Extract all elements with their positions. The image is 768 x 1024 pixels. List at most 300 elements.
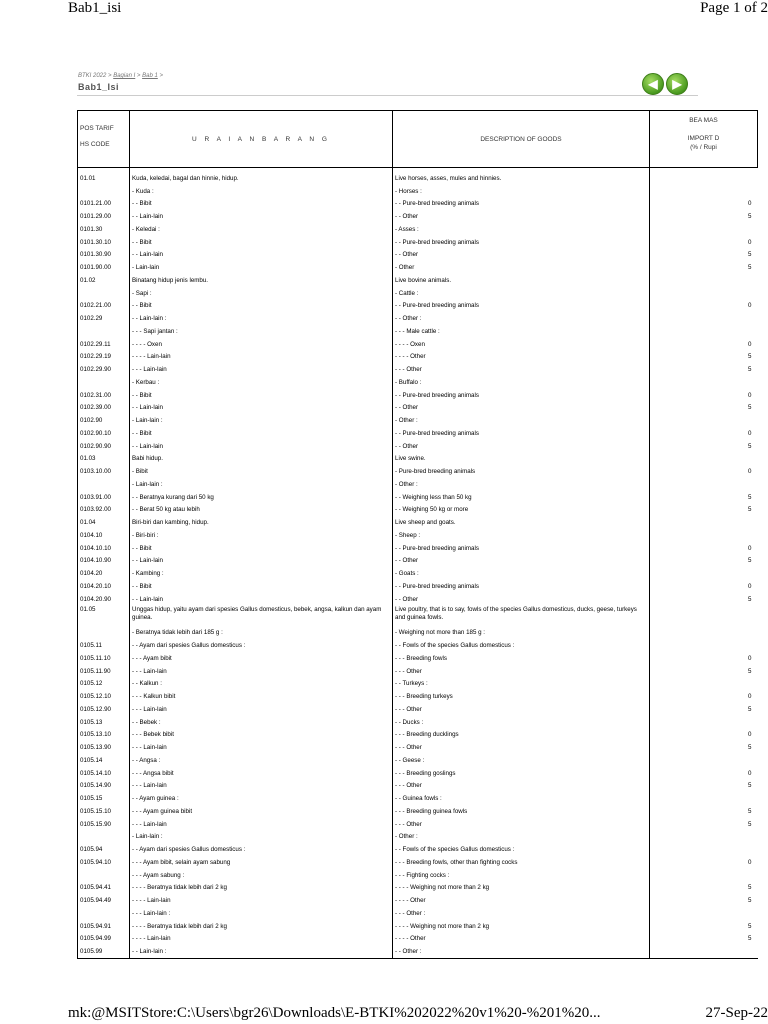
header-bea-label: BEA MAS xyxy=(689,117,718,124)
next-page-button[interactable] xyxy=(666,73,688,95)
table-row xyxy=(78,478,758,491)
hs-code-cell xyxy=(78,869,130,882)
duty-rate-cell xyxy=(650,907,758,920)
hs-code-cell xyxy=(78,478,130,491)
hs-code-cell: 0101.29.00 xyxy=(78,210,130,223)
table-row xyxy=(78,780,758,793)
table-row xyxy=(78,627,758,640)
table-row xyxy=(78,555,758,568)
duty-rate-cell xyxy=(650,478,758,491)
duty-rate-cell xyxy=(650,453,758,466)
duty-rate-cell: 5 xyxy=(650,402,758,415)
table-row xyxy=(78,363,758,376)
uraian-cell: - - Berat 50 kg atau lebih xyxy=(130,504,393,517)
print-header-title: Bab1_isi xyxy=(68,0,122,16)
uraian-cell: - - Kalkun : xyxy=(130,678,393,691)
duty-rate-cell xyxy=(650,223,758,236)
uraian-cell: - - Ayam guinea : xyxy=(130,792,393,805)
duty-rate-cell xyxy=(650,567,758,580)
description-cell: - Asses : xyxy=(393,223,650,236)
table-row xyxy=(78,856,758,869)
description-cell: - Sheep : xyxy=(393,529,650,542)
uraian-cell: - - Angsa : xyxy=(130,754,393,767)
description-cell: - - - Other xyxy=(393,363,650,376)
hs-code-cell: 01.04 xyxy=(78,516,130,529)
uraian-cell: - - - Lain-lain xyxy=(130,780,393,793)
duty-rate-cell: 5 xyxy=(650,491,758,504)
table-row xyxy=(78,665,758,678)
table-row xyxy=(78,168,758,185)
header-description-of-goods: DESCRIPTION OF GOODS xyxy=(393,111,650,168)
uraian-cell: - Lain-lain : xyxy=(130,831,393,844)
table-row xyxy=(78,529,758,542)
description-cell: - - Other xyxy=(393,555,650,568)
uraian-cell: - - - Angsa bibit xyxy=(130,767,393,780)
hs-code-cell: 0102.31.00 xyxy=(78,389,130,402)
uraian-cell: - - - Lain-lain xyxy=(130,818,393,831)
hs-code-cell: 0105.13 xyxy=(78,716,130,729)
table-body xyxy=(78,168,758,959)
hs-code-cell: 0105.12.10 xyxy=(78,690,130,703)
duty-rate-cell: 0 xyxy=(650,198,758,211)
duty-rate-cell: 5 xyxy=(650,780,758,793)
breadcrumb-root: BTKI 2022 xyxy=(78,73,107,79)
previous-page-button[interactable] xyxy=(642,73,664,95)
description-cell: - - Pure-bred breeding animals xyxy=(393,580,650,593)
table-row xyxy=(78,427,758,440)
hs-code-cell xyxy=(78,325,130,338)
description-cell: - Other : xyxy=(393,478,650,491)
table-row xyxy=(78,351,758,364)
description-cell: - - - Breeding goslings xyxy=(393,767,650,780)
duty-rate-cell xyxy=(650,325,758,338)
hs-code-cell: 0102.21.00 xyxy=(78,300,130,313)
hs-code-cell: 0102.90.90 xyxy=(78,440,130,453)
description-cell: - - Other xyxy=(393,210,650,223)
description-cell: - - - Other xyxy=(393,665,650,678)
table-row xyxy=(78,678,758,691)
description-cell: - - - Other xyxy=(393,780,650,793)
hs-code-cell: 0102.29 xyxy=(78,312,130,325)
duty-rate-cell: 0 xyxy=(650,580,758,593)
description-cell: Live poultry, that is to say, fowls of the species Gallus domesticus, ducks, geese, turkeys and guinea fowls. xyxy=(393,606,650,627)
header-hs-code-label: HS CODE xyxy=(80,141,110,148)
hs-code-cell: 0102.90 xyxy=(78,414,130,427)
hs-code-cell: 0102.29.90 xyxy=(78,363,130,376)
uraian-cell: - Beratnya tidak lebih dari 185 g : xyxy=(130,627,393,640)
duty-rate-cell: 0 xyxy=(650,856,758,869)
uraian-cell: - - - Lain-lain xyxy=(130,703,393,716)
description-cell: - - - - Weighing not more than 2 kg xyxy=(393,920,650,933)
description-cell: - - Fowls of the species Gallus domesticus : xyxy=(393,843,650,856)
duty-rate-cell: 5 xyxy=(650,920,758,933)
duty-rate-cell xyxy=(650,168,758,185)
table-row xyxy=(78,767,758,780)
duty-rate-cell: 0 xyxy=(650,690,758,703)
table-row xyxy=(78,185,758,198)
table-row xyxy=(78,376,758,389)
description-cell: - - Pure-bred breeding animals xyxy=(393,542,650,555)
uraian-cell: - - Bibit xyxy=(130,580,393,593)
uraian-cell: - - - Lain-lain xyxy=(130,741,393,754)
header-unit-label: (% / Rupi xyxy=(690,144,717,151)
hs-code-cell: 0105.12.90 xyxy=(78,703,130,716)
description-cell: - - Pure-bred breeding animals xyxy=(393,300,650,313)
description-cell: - - - - Oxen xyxy=(393,338,650,351)
table-row xyxy=(78,261,758,274)
duty-rate-cell xyxy=(650,376,758,389)
duty-rate-cell: 0 xyxy=(650,542,758,555)
uraian-cell: Kuda, keledai, bagal dan hinnie, hidup. xyxy=(130,168,393,185)
table-row xyxy=(78,465,758,478)
hs-code-cell: 0105.11 xyxy=(78,639,130,652)
tariff-table xyxy=(77,110,758,959)
duty-rate-cell: 5 xyxy=(650,703,758,716)
duty-rate-cell: 0 xyxy=(650,389,758,402)
duty-rate-cell xyxy=(650,274,758,287)
description-cell: - - Pure-bred breeding animals xyxy=(393,236,650,249)
uraian-cell: - - Lain-lain xyxy=(130,249,393,262)
hs-code-cell: 01.05 xyxy=(78,606,130,627)
description-cell: - Pure-bred breeding animals xyxy=(393,465,650,478)
duty-rate-cell xyxy=(650,414,758,427)
description-cell: - - - Other xyxy=(393,741,650,754)
hs-code-cell: 0101.21.00 xyxy=(78,198,130,211)
uraian-cell: - - Bibit xyxy=(130,300,393,313)
description-cell: - - - Male cattle : xyxy=(393,325,650,338)
uraian-cell: Babi hidup. xyxy=(130,453,393,466)
uraian-cell: - - - - Lain-lain xyxy=(130,894,393,907)
uraian-cell: - Kuda : xyxy=(130,185,393,198)
hs-code-cell: 0105.11.90 xyxy=(78,665,130,678)
uraian-cell: - - - - Beratnya tidak lebih dari 2 kg xyxy=(130,920,393,933)
description-cell: Live horses, asses, mules and hinnies. xyxy=(393,168,650,185)
duty-rate-cell: 0 xyxy=(650,465,758,478)
duty-rate-cell: 5 xyxy=(650,210,758,223)
print-header-page: Page 1 of 2 xyxy=(700,0,768,16)
duty-rate-cell: 0 xyxy=(650,236,758,249)
uraian-cell: - - Lain-lain xyxy=(130,440,393,453)
table-row xyxy=(78,516,758,529)
hs-code-cell: 0105.15 xyxy=(78,792,130,805)
duty-rate-cell: 5 xyxy=(650,593,758,606)
hs-code-cell xyxy=(78,907,130,920)
description-cell: - Goats : xyxy=(393,567,650,580)
duty-rate-cell: 5 xyxy=(650,504,758,517)
description-cell: - Weighing not more than 185 g : xyxy=(393,627,650,640)
header-uraian-barang: U R A I A N B A R A N G xyxy=(130,111,393,168)
table-row xyxy=(78,639,758,652)
hs-code-cell: 0102.90.10 xyxy=(78,427,130,440)
duty-rate-cell: 5 xyxy=(650,351,758,364)
duty-rate-cell xyxy=(650,716,758,729)
description-cell: - - Guinea fowls : xyxy=(393,792,650,805)
hs-code-cell: 0105.94 xyxy=(78,843,130,856)
uraian-cell: - Keledai : xyxy=(130,223,393,236)
hs-code-cell: 0101.30 xyxy=(78,223,130,236)
uraian-cell: - - Lain-lain : xyxy=(130,945,393,958)
duty-rate-cell xyxy=(650,516,758,529)
duty-rate-cell xyxy=(650,754,758,767)
arrow-right-icon: ▶ xyxy=(672,77,682,91)
table-row xyxy=(78,882,758,895)
table-row xyxy=(78,843,758,856)
duty-rate-cell xyxy=(650,792,758,805)
uraian-cell: - - - Bebek bibit xyxy=(130,729,393,742)
breadcrumb-link-bab[interactable]: Bab 1 xyxy=(142,73,158,79)
hs-code-cell: 0105.15.90 xyxy=(78,818,130,831)
table-row xyxy=(78,223,758,236)
duty-rate-cell xyxy=(650,627,758,640)
hs-code-cell: 0105.14.10 xyxy=(78,767,130,780)
description-cell: - - - - Other xyxy=(393,933,650,946)
duty-rate-cell xyxy=(650,945,758,958)
hs-code-cell: 0105.14 xyxy=(78,754,130,767)
duty-rate-cell: 5 xyxy=(650,933,758,946)
description-cell: - - - Breeding fowls, other than fighting cocks xyxy=(393,856,650,869)
header-import-duty-label: IMPORT D xyxy=(687,135,720,142)
duty-rate-cell xyxy=(650,185,758,198)
hs-code-cell: 01.03 xyxy=(78,453,130,466)
table-row xyxy=(78,567,758,580)
uraian-cell: - - Bebek : xyxy=(130,716,393,729)
hs-code-cell xyxy=(78,376,130,389)
description-cell: - - Pure-bred breeding animals xyxy=(393,389,650,402)
hs-code-cell: 0105.94.91 xyxy=(78,920,130,933)
description-cell: - - Other xyxy=(393,249,650,262)
hs-code-cell: 0105.94.10 xyxy=(78,856,130,869)
hs-code-cell: 0103.91.00 xyxy=(78,491,130,504)
duty-rate-cell xyxy=(650,312,758,325)
description-cell: - - - Breeding guinea fowls xyxy=(393,805,650,818)
uraian-cell: - - Bibit xyxy=(130,198,393,211)
description-cell: - - Ducks : xyxy=(393,716,650,729)
hs-code-cell: 0105.99 xyxy=(78,945,130,958)
duty-rate-cell: 0 xyxy=(650,338,758,351)
uraian-cell: - - - - Oxen xyxy=(130,338,393,351)
uraian-cell: - Lain-lain : xyxy=(130,414,393,427)
description-cell: - Buffalo : xyxy=(393,376,650,389)
uraian-cell: - - - Ayam bibit, selain ayam sabung xyxy=(130,856,393,869)
title-divider xyxy=(77,95,698,96)
duty-rate-cell xyxy=(650,639,758,652)
duty-rate-cell: 5 xyxy=(650,261,758,274)
header-pos-tarif xyxy=(78,111,130,168)
description-cell: - - - Fighting cocks : xyxy=(393,869,650,882)
uraian-cell: - - - Lain-lain xyxy=(130,363,393,376)
hs-code-cell: 0105.94.41 xyxy=(78,882,130,895)
duty-rate-cell xyxy=(650,287,758,300)
hs-code-cell: 01.01 xyxy=(78,168,130,185)
description-cell: - - - - Other xyxy=(393,894,650,907)
table-row xyxy=(78,338,758,351)
print-footer-date: 27-Sep-22 xyxy=(705,1005,768,1021)
duty-rate-cell: 0 xyxy=(650,427,758,440)
table-row xyxy=(78,945,758,958)
hs-code-cell: 0104.20.10 xyxy=(78,580,130,593)
header-bea-masuk xyxy=(650,111,758,168)
page-title: Bab1_Isi xyxy=(78,82,120,92)
table-row xyxy=(78,703,758,716)
table-row xyxy=(78,792,758,805)
uraian-cell: - - - Ayam guinea bibit xyxy=(130,805,393,818)
description-cell: - - Other xyxy=(393,440,650,453)
hs-code-cell: 0105.15.10 xyxy=(78,805,130,818)
uraian-cell: - - Ayam dari spesies Gallus domesticus : xyxy=(130,639,393,652)
hs-code-cell: 0104.20.90 xyxy=(78,593,130,606)
duty-rate-cell xyxy=(650,869,758,882)
hs-code-cell: 0105.11.10 xyxy=(78,652,130,665)
table-row xyxy=(78,236,758,249)
table-row xyxy=(78,287,758,300)
description-cell: - - - Other xyxy=(393,703,650,716)
description-cell: Live bovine animals. xyxy=(393,274,650,287)
uraian-cell: - - Lain-lain xyxy=(130,210,393,223)
breadcrumb-separator: > xyxy=(136,73,141,79)
arrow-left-icon: ◀ xyxy=(648,77,658,91)
uraian-cell: - - Lain-lain : xyxy=(130,312,393,325)
description-cell: - - - - Other xyxy=(393,351,650,364)
uraian-cell: - Lain-lain : xyxy=(130,478,393,491)
tariff-table-viewport[interactable] xyxy=(77,110,752,960)
duty-rate-cell xyxy=(650,678,758,691)
page-navigation xyxy=(642,73,688,95)
table-row xyxy=(78,920,758,933)
hs-code-cell: 0105.13.10 xyxy=(78,729,130,742)
table-row xyxy=(78,312,758,325)
hs-code-cell: 0105.13.90 xyxy=(78,741,130,754)
uraian-cell: - - - Kalkun bibit xyxy=(130,690,393,703)
description-cell: - Cattle : xyxy=(393,287,650,300)
table-row xyxy=(78,729,758,742)
duty-rate-cell: 5 xyxy=(650,805,758,818)
uraian-cell: - - Beratnya kurang dari 50 kg xyxy=(130,491,393,504)
description-cell: - - Fowls of the species Gallus domesticus : xyxy=(393,639,650,652)
duty-rate-cell: 5 xyxy=(650,363,758,376)
table-row xyxy=(78,274,758,287)
description-cell: - - Pure-bred breeding animals xyxy=(393,427,650,440)
table-row xyxy=(78,907,758,920)
description-cell: - - - Breeding turkeys xyxy=(393,690,650,703)
table-row xyxy=(78,831,758,844)
header-pos-label: POS TARIF xyxy=(80,125,114,132)
description-cell: - - - Other : xyxy=(393,907,650,920)
table-row xyxy=(78,818,758,831)
description-cell: - - Turkeys : xyxy=(393,678,650,691)
uraian-cell: - - - Sapi jantan : xyxy=(130,325,393,338)
description-cell: - - Other : xyxy=(393,312,650,325)
uraian-cell: - - Bibit xyxy=(130,427,393,440)
description-cell: - Other : xyxy=(393,414,650,427)
uraian-cell: - - - - Lain-lain xyxy=(130,933,393,946)
duty-rate-cell: 5 xyxy=(650,741,758,754)
uraian-cell: - - Bibit xyxy=(130,542,393,555)
hs-code-cell: 0104.10.10 xyxy=(78,542,130,555)
description-cell: - - Weighing less than 50 kg xyxy=(393,491,650,504)
table-row xyxy=(78,414,758,427)
uraian-cell: - Biri-biri : xyxy=(130,529,393,542)
table-row xyxy=(78,580,758,593)
description-cell: - - Other xyxy=(393,593,650,606)
uraian-cell: - Bibit xyxy=(130,465,393,478)
table-row xyxy=(78,690,758,703)
breadcrumb-separator: > xyxy=(159,73,163,79)
uraian-cell: - - - Ayam sabung : xyxy=(130,869,393,882)
breadcrumb-link-bagian[interactable]: Bagian I xyxy=(113,73,136,79)
uraian-cell: Biri-biri dan kambing, hidup. xyxy=(130,516,393,529)
duty-rate-cell xyxy=(650,606,758,627)
table-row xyxy=(78,933,758,946)
description-cell: - - - Other xyxy=(393,818,650,831)
print-footer-url: mk:@MSITStore:C:\Users\bgr26\Downloads\E-BTKI%202022%20v1%20-%201%20... xyxy=(68,1005,601,1021)
uraian-cell: - - - Lain-lain : xyxy=(130,907,393,920)
description-cell: - - - Breeding ducklings xyxy=(393,729,650,742)
uraian-cell: - - - Ayam bibit xyxy=(130,652,393,665)
table-row xyxy=(78,741,758,754)
duty-rate-cell xyxy=(650,843,758,856)
table-row xyxy=(78,542,758,555)
table-row xyxy=(78,389,758,402)
duty-rate-cell xyxy=(650,831,758,844)
description-cell: - - Geese : xyxy=(393,754,650,767)
table-row xyxy=(78,606,758,627)
uraian-cell: - Kerbau : xyxy=(130,376,393,389)
hs-code-cell: 0103.10.00 xyxy=(78,465,130,478)
table-row xyxy=(78,440,758,453)
duty-rate-cell: 5 xyxy=(650,665,758,678)
table-row xyxy=(78,652,758,665)
duty-rate-cell: 0 xyxy=(650,300,758,313)
duty-rate-cell: 5 xyxy=(650,555,758,568)
hs-code-cell xyxy=(78,831,130,844)
table-row xyxy=(78,300,758,313)
description-cell: - Other : xyxy=(393,831,650,844)
table-row xyxy=(78,491,758,504)
hs-code-cell: 0105.94.49 xyxy=(78,894,130,907)
duty-rate-cell: 5 xyxy=(650,894,758,907)
description-cell: - - Weighing 50 kg or more xyxy=(393,504,650,517)
hs-code-cell: 0101.30.10 xyxy=(78,236,130,249)
table-row xyxy=(78,210,758,223)
hs-code-cell: 0105.12 xyxy=(78,678,130,691)
description-cell: - Other xyxy=(393,261,650,274)
table-row xyxy=(78,325,758,338)
table-header-row xyxy=(78,111,758,168)
duty-rate-cell xyxy=(650,529,758,542)
table-row xyxy=(78,453,758,466)
hs-code-cell: 0103.92.00 xyxy=(78,504,130,517)
hs-code-cell: 0102.39.00 xyxy=(78,402,130,415)
table-row xyxy=(78,894,758,907)
hs-code-cell: 0104.10.90 xyxy=(78,555,130,568)
uraian-cell: - Kambing : xyxy=(130,567,393,580)
description-cell: - - Other : xyxy=(393,945,650,958)
uraian-cell: - - Lain-lain xyxy=(130,555,393,568)
uraian-cell: Unggas hidup, yaitu ayam dari spesies Gallus domesticus, bebek, angsa, kalkun dan ayam guinea. xyxy=(130,606,393,627)
uraian-cell: - - Ayam dari spesies Gallus domesticus : xyxy=(130,843,393,856)
duty-rate-cell: 5 xyxy=(650,818,758,831)
uraian-cell: - Sapi : xyxy=(130,287,393,300)
breadcrumb xyxy=(78,73,163,79)
description-cell: - - Pure-bred breeding animals xyxy=(393,198,650,211)
table-row xyxy=(78,593,758,606)
hs-code-cell xyxy=(78,287,130,300)
hs-code-cell: 0105.94.99 xyxy=(78,933,130,946)
hs-code-cell: 0101.30.90 xyxy=(78,249,130,262)
description-cell: Live sheep and goats. xyxy=(393,516,650,529)
duty-rate-cell: 0 xyxy=(650,767,758,780)
uraian-cell: - - - - Lain-lain xyxy=(130,351,393,364)
